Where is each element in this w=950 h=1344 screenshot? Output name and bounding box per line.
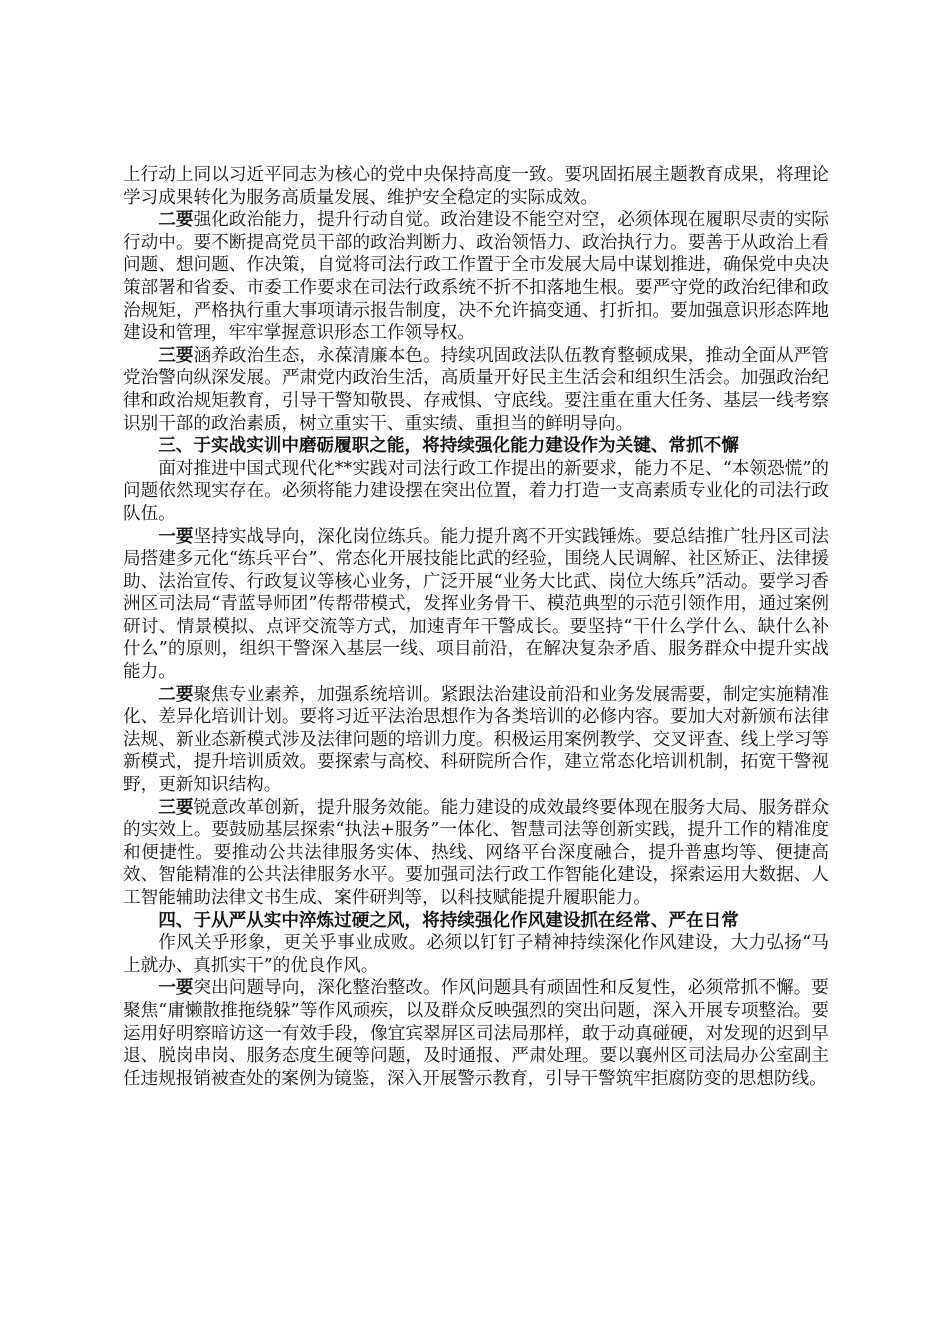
paragraph-9 — [123, 977, 829, 1090]
paragraph-1 — [123, 164, 829, 209]
section-heading-3: 三、于实战实训中磨砺履职之能，将持续强化能力建设作为关键、常抓不懈 — [158, 435, 739, 457]
paragraph-4 — [123, 458, 829, 526]
paragraph-lead: 一要 — [158, 525, 194, 547]
paragraph-lead: 三要 — [158, 344, 194, 366]
paragraph-text: 作风关乎形象，更关乎事业成败。必须以钉钉子精神持续深化作风建设，大力弘扬“马上就办、真抓实干”的优良作风。 — [123, 933, 829, 976]
paragraph-8 — [123, 932, 829, 977]
paragraph-lead: 一要 — [158, 977, 194, 999]
paragraph-text: 聚焦专业素养，加强系统培训。紧跟法治建设前沿和业务发展需要，制定实施精准化、差异化培训计划。要将习近平法治思想作为各类培训的必修内容。要加大对新颁布法律法规、新业态新模式涉及法律问题的培训力度。积极运用案例教学、交叉评查、线上学习等新模式，提升培训质效。要探索与高校、科研院所合作，建立常态化培训机制，拓宽干警视野，更新知识结构。 — [123, 684, 829, 796]
paragraph-text: 涵养政治生态，永葆清廉本色。持续巩固政法队伍教育整顿成果，推动全面从严管党治警向纵深发展。严肃党内政治生活，高质量开好民主生活会和组织生活会。加强政治纪律和政治规矩教育，引导干警知敬畏、存戒惧、守底线。要注重在重大任务、基层一线考察识别干部的政治素质，树立重实干、重实绩、重担当的鲜明导向。 — [123, 345, 829, 434]
paragraph-text: 面对推进中国式现代化**实践对司法行政工作提出的新要求，能力不足、“本领恐慌”的问题依然现实存在。必须将能力建设摆在突出位置，着力打造一支高素质专业化的司法行政队伍。 — [123, 458, 829, 524]
paragraph-lead: 二要 — [158, 683, 194, 705]
paragraph-text: 突出问题导向，深化整治整改。作风问题具有顽固性和反复性，必须常抓不懈。要聚焦“庸懒散推拖绕躲”等作风顽疾，以及群众反映强烈的突出问题，深入开展专项整治。要运用好明察暗访这一有效手段，像宜宾翠屏区司法局那样，敢于动真碰硬，对发现的迟到早退、脱岗串岗、服务态度生硬等问题，及时通报、严肃处理。要以襄州区司法局办公室副主任违规报销被查处的案例为镜鉴，深入开展警示教育，引导干警筑牢拒腐防变的思想防线。 — [123, 978, 829, 1089]
paragraph-5 — [123, 526, 829, 684]
paragraph-lead: 二要 — [158, 209, 194, 231]
paragraph-text: 强化政治能力，提升行动自觉。政治建设不能空对空，必须体现在履职尽责的实际行动中。要不断提高党员干部的政治判断力、政治领悟力、政治执行力。要善于从政治上看问题、想问题、作决策，自觉将司法行政工作置于全市发展大局中谋划推进，确保党中央决策部署和省委、市委工作要求在司法行政系统不折不扣落地生根。要严守党的政治纪律和政治规矩，严格执行重大事项请示报告制度，决不允许搞变通、打折扣。要加强意识形态阵地建设和管理，牢牢掌握意识形态工作领导权。 — [123, 210, 829, 344]
paragraph-7 — [123, 797, 829, 910]
paragraph-3 — [123, 345, 829, 435]
document-page — [123, 164, 829, 1090]
paragraph-lead: 三要 — [158, 796, 194, 818]
paragraph-text: 坚持实战导向，深化岗位练兵。能力提升离不开实践锤炼。要总结推广牡丹区司法局搭建多元化“练兵平台”、常态化开展技能比武的经验，围绕人民调解、社区矫正、法律援助、法治宣传、行政复议等核心业务，广泛开展“业务大比武、岗位大练兵”活动。要学习香洲区司法局“青蓝导师团”传帮带模式，发挥业务骨干、模范典型的示范引领作用，通过案例研讨、情景模拟、点评交流等方式，加速青年干警成长。要坚持“干什么学什么、缺什么补什么”的原则，组织干警深入基层一线、项目前沿，在解决复杂矛盾、服务群众中提升实战能力。 — [123, 526, 829, 683]
section-heading-4: 四、于从严从实中淬炼过硬之风，将持续强化作风建设抓在经常、严在日常 — [158, 909, 739, 931]
paragraph-text: 上行动上同以习近平同志为核心的党中央保持高度一致。要巩固拓展主题教育成果，将理论学习成果转化为服务高质量发展、维护安全稳定的实际成效。 — [123, 165, 829, 208]
paragraph-text: 锐意改革创新，提升服务效能。能力建设的成效最终要体现在服务大局、服务群众的实效上。要鼓励基层探索“执法+服务”一体化、智慧司法等创新实践，提升工作的精准度和便捷性。要推动公共法律服务实体、热线、网络平台深度融合，提升普惠均等、便捷高效、智能精准的公共法律服务水平。要加强司法行政工作智能化建设，探索运用大数据、人工智能辅助法律文书生成、案件研判等，以科技赋能提升履职能力。 — [123, 797, 829, 908]
paragraph-6 — [123, 684, 829, 797]
paragraph-2 — [123, 209, 829, 345]
